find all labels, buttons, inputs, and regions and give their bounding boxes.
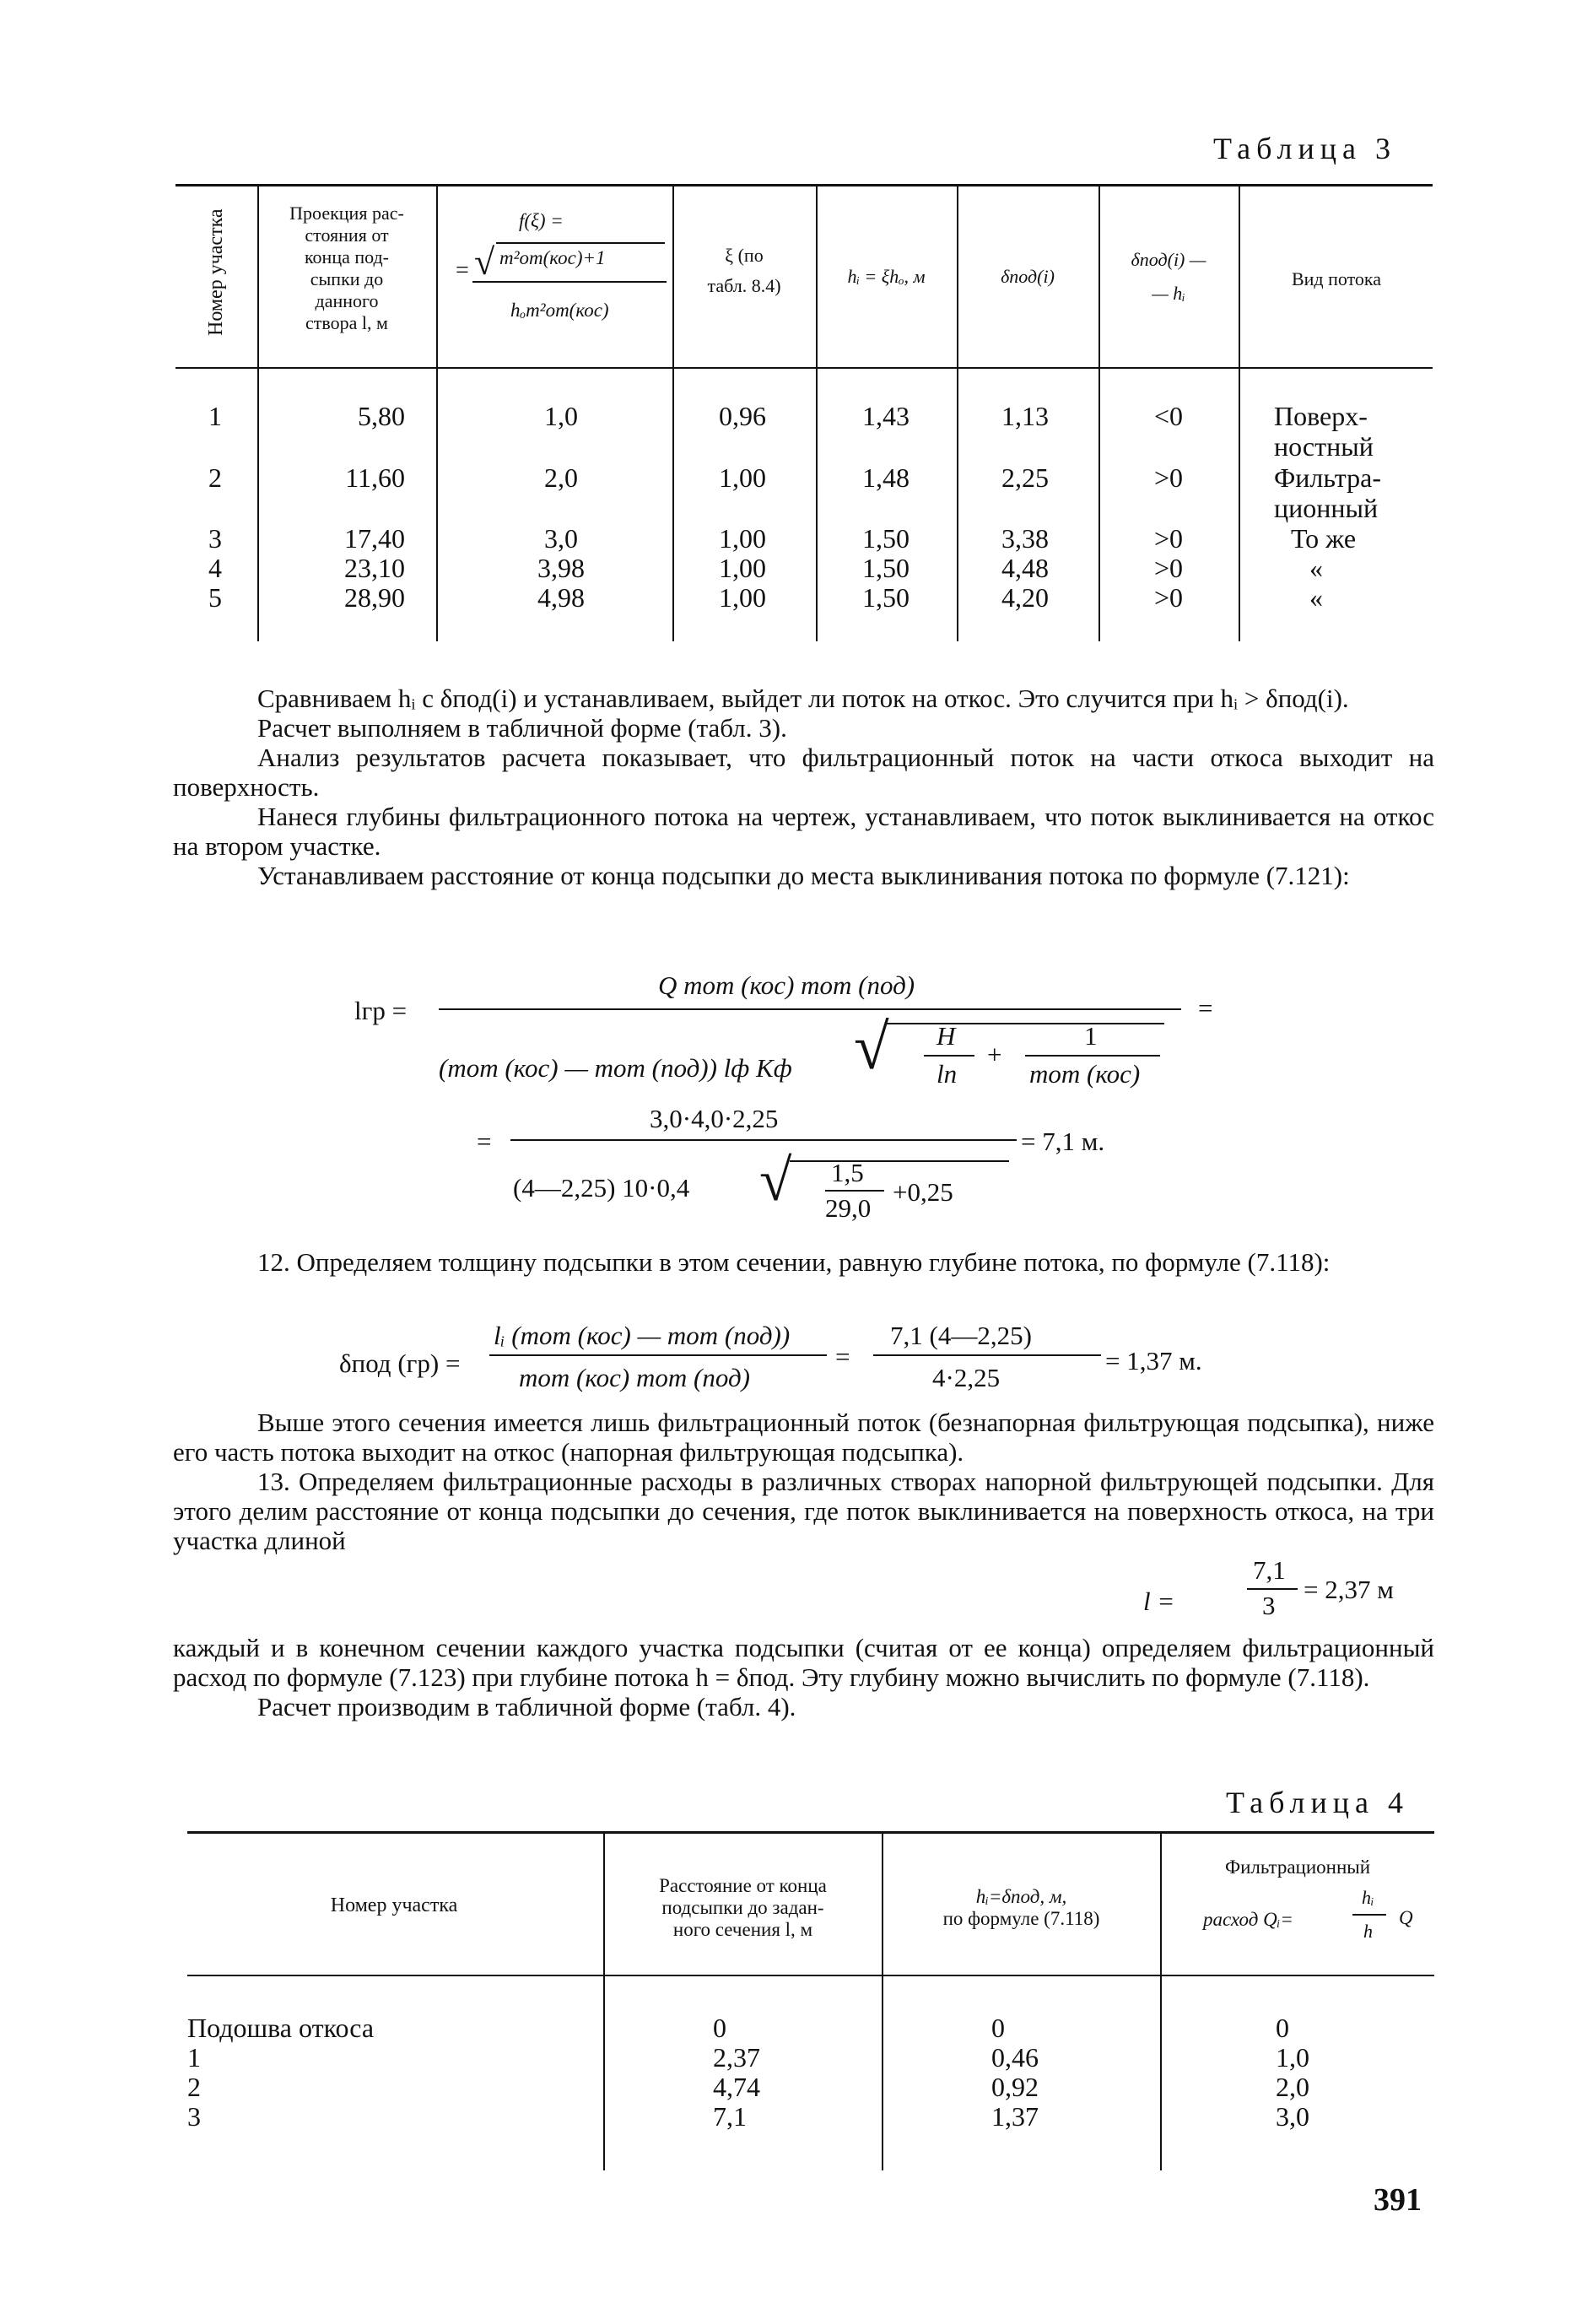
t3-vline-7 [1239,186,1240,641]
paragraph-table4: Расчет производим в табличной форме (табл. 4). [257,1692,796,1721]
paragraph-analysis: Анализ результатов расчета показывает, что фильтрационный поток на части откоса выходит на поверхность. [173,743,1434,802]
t3-vline-4 [816,186,818,641]
t3-r2-h: 1,48 [862,462,910,493]
t4-q-den: h [1363,1921,1373,1942]
fxi-sqrt-bar [496,242,665,244]
t3-r1-type: Поверх- ностный [1274,401,1374,462]
lgr-one: 1 [1084,1021,1098,1051]
text-block-3 [173,1408,1434,1555]
table3-title: Таблица 3 [1213,132,1396,165]
table3-top-rule [175,184,1433,186]
lgr-one-bar [1025,1055,1160,1057]
t3-r1-d: 1,13 [1001,401,1049,431]
t3-r2-c: >0 [1153,462,1184,493]
t3-header-fxi [439,207,671,342]
paragraph-distance: Устанавливаем расстояние от конца подсыпки до места выклинивания потока по формуле (7.121): [257,861,1350,890]
dpod-eq: = [835,1342,850,1371]
t3-r4-d: 4,48 [1001,553,1049,583]
t4-vline-3 [1160,1833,1162,2170]
paragraph-each: каждый и в конечном сечении каждого участка подсыпки (считая от ее конца) определяем фильтрационный расход по формуле (7.123) при глубине потока h = δпод. Эту глубину можно вычислить по формуле (7.118). [173,1633,1434,1692]
paragraph-thickness: 12. Определяем толщину подсыпки в этом сечении, равную глубине потока, по формуле (7.118): [257,1247,1331,1277]
t3-r4-type: « [1309,553,1323,583]
table4-title: Таблица 4 [1226,1786,1409,1819]
t3-r2-d: 2,25 [1001,462,1049,493]
t3-r5-xi: 1,00 [719,582,766,613]
t3-header-num: Номер участка [205,208,227,336]
text-block-4 [173,1633,1434,1721]
t4-q-bar [1352,1914,1386,1916]
lgr-mk: mот (кос) [1029,1059,1141,1089]
lgr-H-bar [924,1055,974,1057]
t3-r2-type: Фильтра- ционный [1274,462,1381,523]
t3-header-proj: Проекция рас- стояния от конца под- сыпки до данного створа l, м [289,203,404,333]
dpod-num: lᵢ (mот (кос) — mот (под)) [494,1321,791,1350]
t3-r3-c: >0 [1153,523,1184,554]
t4-q-title: Фильтрационный [1224,1856,1371,1878]
t3-r5-f: 4,98 [537,582,585,613]
t4-r1-l: 2,37 [713,2042,760,2073]
fxi-eq: = [456,257,469,284]
dpod-num2: 7,1 (4—2,25) [890,1321,1032,1350]
t4-r3-l: 7,1 [713,2101,747,2132]
sqrt-icon: √ [759,1148,792,1213]
t3-r5-l: 28,90 [344,582,405,613]
t4-header-dist: Расстояние от конца подсыпки до задан- ного сечения l, м [659,1875,827,1940]
table3-header-rule [175,367,1433,369]
fxi-frac-bar [472,281,667,283]
t4-vline-2 [882,1833,883,2170]
lgr-num: Q mот (кос) mот (под) [658,970,915,1000]
num-eq-sign: = [477,1127,492,1156]
t3-r1-l: 5,80 [358,401,405,431]
t4-r2-h: 0,92 [991,2072,1039,2102]
t4-vline-1 [603,1833,605,2170]
dpod-res: = 1,37 м. [1105,1346,1202,1375]
t3-r2-n: 2 [208,462,222,493]
l-frac-bar [1247,1588,1298,1590]
t3-r4-xi: 1,00 [719,553,766,583]
den2-sqrt-bar [790,1160,1009,1162]
den2-frac-d: 29,0 [825,1193,872,1223]
t4-r1-n: 1 [187,2042,201,2073]
t3-r2-f: 2,0 [544,462,578,493]
paragraph-flows: 13. Определяем фильтрационные расходы в различных створах напорной фильтрующей подсыпки. Для этого делим расстояние от конца подсыпки до сечения, где поток выклинивается на поверхность откоса, на три участка длиной [173,1467,1434,1555]
t3-r5-n: 5 [208,582,222,613]
dpod-den2: 4·2,25 [932,1363,1001,1392]
lgr-plus: + [987,1040,1002,1069]
dpod-lhs: δпод (гр) = [339,1348,461,1378]
t3-r2-l: 11,60 [345,462,405,493]
t3-r4-l: 23,10 [344,553,405,583]
paragraph-calc: Расчет выполняем в табличной форме (табл. 3). [257,713,787,743]
l-lhs: l = [1143,1586,1175,1616]
t3-r4-h: 1,50 [862,553,910,583]
sqrt-icon: √ [474,241,495,283]
t3-r1-c: <0 [1153,401,1184,431]
t4-r1-q: 1,0 [1276,2042,1309,2073]
t4-r1-h: 0,46 [991,2042,1039,2073]
paragraph-compare: Сравниваем hᵢ с δпод(i) и устанавливаем, выйдет ли поток на откос. Это случится при hᵢ > δпод(i). [257,684,1349,713]
t3-r4-f: 3,98 [537,553,585,583]
lgr-eq-sign: = [1198,993,1213,1023]
t3-r5-c: >0 [1153,582,1184,613]
num2-bar [510,1139,1017,1141]
t4-header-h: hᵢ=δпод, м, по формуле (7.118) [942,1886,1100,1929]
dpod-den: mот (кос) mот (под) [519,1363,750,1392]
t3-r4-c: >0 [1153,553,1184,583]
t3-vline-5 [957,186,958,641]
t4-r0-h: 0 [991,2013,1005,2043]
t3-r1-n: 1 [208,401,222,431]
den2-frac-bar [825,1190,884,1192]
t3-header-diff: δпод(i) — — hᵢ [1131,249,1206,304]
dpod-bar2 [873,1354,1101,1356]
table4-top-rule [187,1831,1434,1834]
t3-r3-type: То же [1291,523,1357,554]
den2-frac-n: 1,5 [831,1158,864,1187]
t3-r1-f: 1,0 [544,401,578,431]
t3-r4-n: 4 [208,553,222,583]
t3-header-xi: ξ (по табл. 8.4) [707,245,781,296]
t4-r0-n: Подошва откоса [187,2013,375,2043]
lgr-sqrt-bar [886,1023,1164,1024]
t4-header-q [1163,1856,1433,1966]
t3-header-flow: Вид потока [1291,268,1382,289]
paragraph-plot: Нанеся глубины фильтрационного потока на чертеж, устанавливаем, что поток выклинивается на откос на втором участке. [173,802,1434,861]
fxi-num: m²от(кос)+1 [499,247,606,268]
t3-r3-d: 3,38 [1001,523,1049,554]
t4-q-lhs: расход Qᵢ= [1203,1909,1293,1930]
den2-plus: +0,25 [893,1177,953,1207]
t4-q-num: hᵢ [1362,1887,1374,1908]
t4-header-num: Номер участка [330,1894,458,1916]
den2-a: (4—2,25) 10·0,4 [513,1173,690,1203]
t3-r1-xi: 0,96 [719,401,766,431]
lgr-lhs: lгр = [354,996,408,1025]
lgr-ln: lп [937,1059,958,1089]
t4-r3-h: 1,37 [991,2101,1039,2132]
t3-vline-2 [436,186,438,641]
fxi-den: hₒm²от(кос) [510,300,609,321]
text-block-1 [173,684,1434,890]
sqrt-icon: √ [854,1012,889,1083]
t4-q-Q: Q [1399,1907,1413,1928]
page-number: 391 [1374,2182,1422,2218]
t4-r3-q: 3,0 [1276,2101,1309,2132]
t4-r2-l: 4,74 [713,2072,760,2102]
t4-r2-q: 2,0 [1276,2072,1309,2102]
res2: = 7,1 м. [1021,1127,1105,1156]
text-block-2 [173,1247,1434,1277]
t4-r0-q: 0 [1276,2013,1289,2043]
t3-r5-d: 4,20 [1001,582,1049,613]
lgr-H: H [937,1021,956,1051]
t3-r5-type: « [1309,582,1323,613]
lgr-frac-bar [439,1008,1181,1010]
t3-r3-xi: 1,00 [719,523,766,554]
num2: 3,0·4,0·2,25 [650,1104,779,1133]
t4-r3-n: 3 [187,2101,201,2132]
table4-header-rule [187,1975,1434,1976]
t3-header-dpod: δпод(i) [1001,266,1055,287]
l-result: = 2,37 м [1304,1575,1394,1604]
fxi-top: f(ξ) = [519,210,564,231]
t4-r2-n: 2 [187,2072,201,2102]
t3-r3-n: 3 [208,523,222,554]
paragraph-above: Выше этого сечения имеется лишь фильтрационный поток (безнапорная фильтрующая подсыпка), ниже его часть потока выходит на откос (напорная фильтрующая подсыпка). [173,1408,1434,1467]
dpod-bar [489,1354,827,1356]
t3-r3-h: 1,50 [862,523,910,554]
l-den: 3 [1262,1591,1276,1620]
t4-r0-l: 0 [713,2013,726,2043]
lgr-den-a: (mот (кос) — mот (под)) lф Kф [439,1053,792,1083]
l-num: 7,1 [1253,1555,1286,1585]
t3-r3-l: 17,40 [344,523,405,554]
t3-r2-xi: 1,00 [719,462,766,493]
t3-r3-f: 3,0 [544,523,578,554]
t3-r1-h: 1,43 [862,401,910,431]
t3-r5-h: 1,50 [862,582,910,613]
t3-header-hi: hᵢ = ξhₒ, м [847,266,926,287]
